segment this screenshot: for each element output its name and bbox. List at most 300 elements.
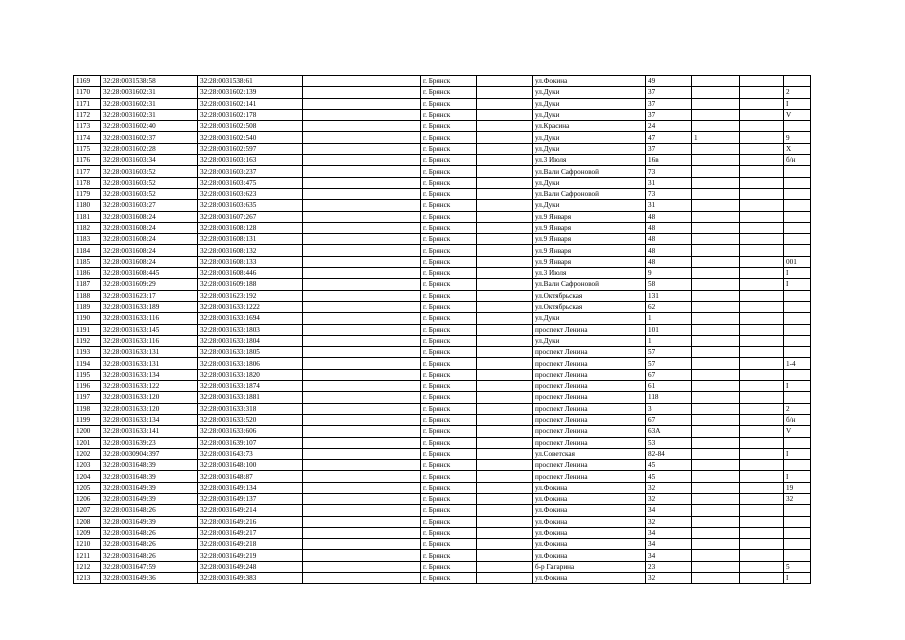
cell-object-cadastral-number: 32:28:0031633:1222: [198, 301, 303, 312]
table-row: [74, 471, 811, 482]
cell-parcel-cadastral-number: 32:28:0031633:116: [101, 335, 198, 346]
cell-apartment-number: [784, 121, 811, 132]
cell-object-cadastral-number: 32:28:0031608:131: [198, 234, 303, 245]
cell-blank-column-3: [740, 132, 784, 143]
cell-city: г. Брянск: [421, 143, 477, 154]
registry-table-body: [74, 76, 811, 584]
cell-object-cadastral-number: 32:28:0031649:248: [198, 561, 303, 572]
cell-row-number: 1188: [74, 290, 101, 301]
cell-city: г. Брянск: [421, 414, 477, 425]
cell-city: г. Брянск: [421, 561, 477, 572]
cell-blank-column-2: [477, 200, 533, 211]
cell-blank-column-2: [477, 87, 533, 98]
cell-parcel-cadastral-number: 32:28:0031608:24: [101, 256, 198, 267]
cell-blank-column-2: [477, 561, 533, 572]
cell-blank-column-2: [477, 268, 533, 279]
cell-street: проспект Ленина: [533, 414, 646, 425]
cell-house-number: 67: [646, 369, 692, 380]
cell-apartment-number: V: [784, 109, 811, 120]
cell-row-number: 1191: [74, 324, 101, 335]
cell-building-number: [692, 550, 740, 561]
cell-house-number: 9: [646, 268, 692, 279]
cell-street: ул.Фокина: [533, 539, 646, 550]
cell-blank-column-2: [477, 256, 533, 267]
cell-blank-column: [303, 188, 421, 199]
cell-apartment-number: I: [784, 573, 811, 584]
cell-street: ул.9 Января: [533, 211, 646, 222]
cell-blank-column: [303, 313, 421, 324]
cell-blank-column: [303, 358, 421, 369]
cell-parcel-cadastral-number: 32:28:0031602:31: [101, 87, 198, 98]
cell-object-cadastral-number: 32:28:0031608:133: [198, 256, 303, 267]
cell-object-cadastral-number: 32:28:0031633:606: [198, 426, 303, 437]
cell-house-number: 34: [646, 527, 692, 538]
table-row: [74, 437, 811, 448]
cell-object-cadastral-number: 32:28:0031602:141: [198, 98, 303, 109]
cell-street: ул.Фокина: [533, 516, 646, 527]
cell-row-number: 1189: [74, 301, 101, 312]
cell-apartment-number: I: [784, 381, 811, 392]
cell-city: г. Брянск: [421, 211, 477, 222]
cell-row-number: 1171: [74, 98, 101, 109]
cell-apartment-number: [784, 301, 811, 312]
cell-object-cadastral-number: 32:28:0031649:219: [198, 550, 303, 561]
cell-building-number: [692, 460, 740, 471]
table-row: [74, 121, 811, 132]
cell-blank-column-3: [740, 301, 784, 312]
cell-house-number: 3: [646, 403, 692, 414]
cell-object-cadastral-number: 32:28:0031633:520: [198, 414, 303, 425]
cell-row-number: 1185: [74, 256, 101, 267]
cell-row-number: 1211: [74, 550, 101, 561]
cell-apartment-number: б/н: [784, 155, 811, 166]
cell-blank-column-2: [477, 516, 533, 527]
cell-building-number: [692, 561, 740, 572]
cell-apartment-number: [784, 290, 811, 301]
cell-parcel-cadastral-number: 32:28:0031633:134: [101, 369, 198, 380]
cell-street: ул.Фокина: [533, 482, 646, 493]
cell-object-cadastral-number: 32:28:0031648:87: [198, 471, 303, 482]
cell-street: проспект Ленина: [533, 403, 646, 414]
cell-object-cadastral-number: 32:28:0031639:107: [198, 437, 303, 448]
table-row: [74, 527, 811, 538]
cell-apartment-number: 9: [784, 132, 811, 143]
cell-apartment-number: X: [784, 143, 811, 154]
cell-blank-column-2: [477, 121, 533, 132]
cell-blank-column: [303, 448, 421, 459]
cell-building-number: [692, 347, 740, 358]
table-row: [74, 245, 811, 256]
cell-house-number: 61: [646, 381, 692, 392]
cell-building-number: [692, 200, 740, 211]
cell-parcel-cadastral-number: 32:28:0031608:24: [101, 222, 198, 233]
cell-blank-column-3: [740, 347, 784, 358]
cell-city: г. Брянск: [421, 381, 477, 392]
cell-blank-column: [303, 132, 421, 143]
cell-apartment-number: I: [784, 448, 811, 459]
cell-street: ул.Дуки: [533, 143, 646, 154]
cell-blank-column: [303, 155, 421, 166]
cell-building-number: [692, 245, 740, 256]
cell-blank-column: [303, 347, 421, 358]
cell-building-number: [692, 268, 740, 279]
table-row: [74, 369, 811, 380]
cell-parcel-cadastral-number: 32:28:0031648:26: [101, 505, 198, 516]
cell-house-number: 47: [646, 132, 692, 143]
cell-street: ул.Дуки: [533, 87, 646, 98]
cell-city: г. Брянск: [421, 335, 477, 346]
table-row: [74, 166, 811, 177]
cell-row-number: 1194: [74, 358, 101, 369]
cell-city: г. Брянск: [421, 471, 477, 482]
cell-street: ул.Дуки: [533, 200, 646, 211]
cell-city: г. Брянск: [421, 166, 477, 177]
table-row: [74, 573, 811, 584]
cell-blank-column: [303, 561, 421, 572]
cell-blank-column-2: [477, 177, 533, 188]
cell-house-number: 73: [646, 188, 692, 199]
cell-object-cadastral-number: 32:28:0031649:214: [198, 505, 303, 516]
cell-house-number: 62: [646, 301, 692, 312]
table-row: [74, 290, 811, 301]
cell-blank-column-2: [477, 403, 533, 414]
cell-city: г. Брянск: [421, 527, 477, 538]
cell-blank-column: [303, 256, 421, 267]
cell-parcel-cadastral-number: 32:28:0031602:31: [101, 98, 198, 109]
cell-apartment-number: I: [784, 471, 811, 482]
cell-parcel-cadastral-number: 32:28:0031602:40: [101, 121, 198, 132]
cell-blank-column: [303, 437, 421, 448]
cell-blank-column: [303, 482, 421, 493]
cell-parcel-cadastral-number: 32:28:0031608:24: [101, 245, 198, 256]
cell-blank-column-2: [477, 471, 533, 482]
cell-blank-column-2: [477, 414, 533, 425]
cell-apartment-number: 32: [784, 493, 811, 504]
cell-blank-column: [303, 245, 421, 256]
cell-row-number: 1181: [74, 211, 101, 222]
cell-building-number: [692, 76, 740, 87]
cell-object-cadastral-number: 32:28:0031603:163: [198, 155, 303, 166]
cell-building-number: [692, 301, 740, 312]
table-row: [74, 155, 811, 166]
cell-house-number: 16в: [646, 155, 692, 166]
cell-blank-column-3: [740, 313, 784, 324]
cell-blank-column: [303, 87, 421, 98]
cell-object-cadastral-number: 32:28:0031538:61: [198, 76, 303, 87]
cell-house-number: 57: [646, 347, 692, 358]
cell-city: г. Брянск: [421, 358, 477, 369]
table-row: [74, 98, 811, 109]
cell-row-number: 1187: [74, 279, 101, 290]
table-row: [74, 448, 811, 459]
cell-city: г. Брянск: [421, 313, 477, 324]
cell-blank-column: [303, 527, 421, 538]
cell-house-number: 37: [646, 98, 692, 109]
cell-city: г. Брянск: [421, 177, 477, 188]
cell-row-number: 1184: [74, 245, 101, 256]
cell-row-number: 1197: [74, 392, 101, 403]
cell-blank-column-2: [477, 211, 533, 222]
cell-blank-column: [303, 98, 421, 109]
cell-parcel-cadastral-number: 32:28:0031603:52: [101, 177, 198, 188]
cell-blank-column-3: [740, 256, 784, 267]
cell-house-number: 53: [646, 437, 692, 448]
cell-blank-column-2: [477, 358, 533, 369]
cell-parcel-cadastral-number: 32:28:0031633:189: [101, 301, 198, 312]
cell-blank-column-2: [477, 381, 533, 392]
cell-blank-column-3: [740, 403, 784, 414]
cell-street: ул.Дуки: [533, 313, 646, 324]
table-row: [74, 234, 811, 245]
table-row: [74, 414, 811, 425]
cell-parcel-cadastral-number: 32:28:0031648:26: [101, 550, 198, 561]
cell-object-cadastral-number: 32:28:0031603:635: [198, 200, 303, 211]
cell-blank-column-3: [740, 324, 784, 335]
cell-house-number: 45: [646, 471, 692, 482]
cell-street: ул.Октябрьская: [533, 301, 646, 312]
cell-street: ул.Дуки: [533, 98, 646, 109]
cell-row-number: 1172: [74, 109, 101, 120]
cell-blank-column-3: [740, 527, 784, 538]
table-row: [74, 324, 811, 335]
cell-object-cadastral-number: 32:28:0031603:475: [198, 177, 303, 188]
cell-apartment-number: [784, 527, 811, 538]
cell-parcel-cadastral-number: 32:28:0031649:39: [101, 482, 198, 493]
cell-row-number: 1206: [74, 493, 101, 504]
cell-street: проспект Ленина: [533, 369, 646, 380]
cell-city: г. Брянск: [421, 482, 477, 493]
cell-parcel-cadastral-number: 32:28:0031602:31: [101, 109, 198, 120]
cell-blank-column-2: [477, 290, 533, 301]
cell-blank-column: [303, 109, 421, 120]
cell-row-number: 1209: [74, 527, 101, 538]
cell-building-number: [692, 403, 740, 414]
cell-parcel-cadastral-number: 32:28:0031603:27: [101, 200, 198, 211]
cell-apartment-number: [784, 177, 811, 188]
table-row: [74, 505, 811, 516]
cell-object-cadastral-number: 32:28:0031608:446: [198, 268, 303, 279]
cell-object-cadastral-number: 32:28:0031633:1806: [198, 358, 303, 369]
cell-parcel-cadastral-number: 32:28:0031603:34: [101, 155, 198, 166]
cell-parcel-cadastral-number: 32:28:0031647:59: [101, 561, 198, 572]
cell-parcel-cadastral-number: 32:28:0031648:39: [101, 460, 198, 471]
cell-blank-column: [303, 505, 421, 516]
cell-blank-column-2: [477, 493, 533, 504]
cell-building-number: [692, 539, 740, 550]
cell-building-number: [692, 324, 740, 335]
cell-parcel-cadastral-number: 32:28:0031639:23: [101, 437, 198, 448]
cell-row-number: 1195: [74, 369, 101, 380]
cell-blank-column-3: [740, 177, 784, 188]
cell-house-number: 48: [646, 256, 692, 267]
cell-blank-column-2: [477, 313, 533, 324]
cell-row-number: 1182: [74, 222, 101, 233]
cell-house-number: 48: [646, 234, 692, 245]
cell-row-number: 1183: [74, 234, 101, 245]
cell-object-cadastral-number: 32:28:0031603:237: [198, 166, 303, 177]
cell-row-number: 1212: [74, 561, 101, 572]
cell-apartment-number: [784, 245, 811, 256]
cell-row-number: 1177: [74, 166, 101, 177]
cell-parcel-cadastral-number: 32:28:0031603:52: [101, 188, 198, 199]
cell-apartment-number: [784, 211, 811, 222]
cell-blank-column: [303, 166, 421, 177]
cell-blank-column-2: [477, 132, 533, 143]
cell-apartment-number: [784, 539, 811, 550]
cell-street: ул.Октябрьская: [533, 290, 646, 301]
cell-building-number: [692, 155, 740, 166]
cell-row-number: 1213: [74, 573, 101, 584]
cell-row-number: 1178: [74, 177, 101, 188]
table-row: [74, 177, 811, 188]
cell-street: ул.Дуки: [533, 109, 646, 120]
cell-blank-column-2: [477, 527, 533, 538]
cell-street: ул.Вали Сафроновой: [533, 166, 646, 177]
table-row: [74, 426, 811, 437]
cell-parcel-cadastral-number: 32:28:0031538:58: [101, 76, 198, 87]
cell-apartment-number: 2: [784, 87, 811, 98]
cell-street: проспект Ленина: [533, 392, 646, 403]
cell-building-number: [692, 358, 740, 369]
table-row: [74, 403, 811, 414]
cell-row-number: 1180: [74, 200, 101, 211]
table-row: [74, 132, 811, 143]
cell-blank-column-3: [740, 222, 784, 233]
cell-blank-column-3: [740, 166, 784, 177]
cell-street: ул.Фокина: [533, 550, 646, 561]
cell-city: г. Брянск: [421, 279, 477, 290]
cell-parcel-cadastral-number: 32:28:0030904:397: [101, 448, 198, 459]
cell-blank-column-2: [477, 222, 533, 233]
cell-house-number: 31: [646, 200, 692, 211]
cell-blank-column: [303, 369, 421, 380]
cell-blank-column: [303, 471, 421, 482]
cell-blank-column-3: [740, 76, 784, 87]
cell-blank-column: [303, 177, 421, 188]
cell-object-cadastral-number: 32:28:0031649:216: [198, 516, 303, 527]
cell-building-number: [692, 527, 740, 538]
cell-apartment-number: 001: [784, 256, 811, 267]
cell-object-cadastral-number: 32:28:0031608:128: [198, 222, 303, 233]
cell-city: г. Брянск: [421, 222, 477, 233]
cell-blank-column-3: [740, 539, 784, 550]
cell-blank-column-3: [740, 335, 784, 346]
cell-house-number: 32: [646, 573, 692, 584]
cell-building-number: [692, 222, 740, 233]
cell-street: ул.Вали Сафроновой: [533, 279, 646, 290]
table-row: [74, 561, 811, 572]
cell-city: г. Брянск: [421, 268, 477, 279]
cell-row-number: 1204: [74, 471, 101, 482]
cell-blank-column-3: [740, 437, 784, 448]
cell-blank-column-3: [740, 516, 784, 527]
cell-blank-column-2: [477, 505, 533, 516]
table-row: [74, 211, 811, 222]
table-row: [74, 76, 811, 87]
cell-apartment-number: [784, 392, 811, 403]
cell-blank-column: [303, 573, 421, 584]
cell-parcel-cadastral-number: 32:28:0031633:116: [101, 313, 198, 324]
cell-parcel-cadastral-number: 32:28:0031633:145: [101, 324, 198, 335]
cell-blank-column-3: [740, 200, 784, 211]
cell-parcel-cadastral-number: 32:28:0031602:28: [101, 143, 198, 154]
cell-blank-column-3: [740, 414, 784, 425]
cell-building-number: [692, 471, 740, 482]
cell-city: г. Брянск: [421, 234, 477, 245]
cell-object-cadastral-number: 32:28:0031643:73: [198, 448, 303, 459]
cell-city: г. Брянск: [421, 301, 477, 312]
cell-blank-column-3: [740, 87, 784, 98]
cell-apartment-number: [784, 347, 811, 358]
cell-apartment-number: V: [784, 426, 811, 437]
cell-row-number: 1179: [74, 188, 101, 199]
cell-street: ул.9 Января: [533, 234, 646, 245]
cell-blank-column-3: [740, 482, 784, 493]
cell-blank-column-2: [477, 324, 533, 335]
cell-house-number: 34: [646, 505, 692, 516]
cell-object-cadastral-number: 32:28:0031649:137: [198, 493, 303, 504]
cell-blank-column-3: [740, 290, 784, 301]
cell-house-number: 73: [646, 166, 692, 177]
cell-blank-column: [303, 324, 421, 335]
cell-house-number: 45: [646, 460, 692, 471]
cell-apartment-number: [784, 460, 811, 471]
cell-street: ул.9 Января: [533, 222, 646, 233]
cell-building-number: [692, 381, 740, 392]
cell-street: ул.Фокина: [533, 505, 646, 516]
cell-building-number: [692, 290, 740, 301]
cell-object-cadastral-number: 32:28:0031633:1694: [198, 313, 303, 324]
cell-blank-column: [303, 301, 421, 312]
cell-street: проспект Ленина: [533, 347, 646, 358]
table-row: [74, 335, 811, 346]
cell-blank-column-3: [740, 426, 784, 437]
table-row: [74, 482, 811, 493]
cell-blank-column-2: [477, 143, 533, 154]
cell-row-number: 1210: [74, 539, 101, 550]
cell-building-number: [692, 143, 740, 154]
cell-row-number: 1198: [74, 403, 101, 414]
cell-house-number: 49: [646, 76, 692, 87]
cell-apartment-number: [784, 505, 811, 516]
cell-blank-column: [303, 222, 421, 233]
cell-blank-column-2: [477, 573, 533, 584]
cell-building-number: [692, 211, 740, 222]
cell-object-cadastral-number: 32:28:0031633:1881: [198, 392, 303, 403]
table-row: [74, 256, 811, 267]
cell-street: проспект Ленина: [533, 460, 646, 471]
cell-house-number: 48: [646, 245, 692, 256]
cell-house-number: 57: [646, 358, 692, 369]
cell-row-number: 1192: [74, 335, 101, 346]
cell-blank-column: [303, 234, 421, 245]
cell-blank-column-2: [477, 155, 533, 166]
cell-street: ул.Дуки: [533, 335, 646, 346]
cell-row-number: 1203: [74, 460, 101, 471]
table-row: [74, 539, 811, 550]
cell-house-number: 34: [646, 550, 692, 561]
cell-street: ул.Фокина: [533, 573, 646, 584]
cell-blank-column: [303, 381, 421, 392]
cell-object-cadastral-number: 32:28:0031602:508: [198, 121, 303, 132]
cell-street: ул.Фокина: [533, 493, 646, 504]
cell-house-number: 101: [646, 324, 692, 335]
cell-city: г. Брянск: [421, 188, 477, 199]
cell-blank-column-3: [740, 188, 784, 199]
cell-blank-column-3: [740, 279, 784, 290]
cell-city: г. Брянск: [421, 516, 477, 527]
cell-row-number: 1207: [74, 505, 101, 516]
